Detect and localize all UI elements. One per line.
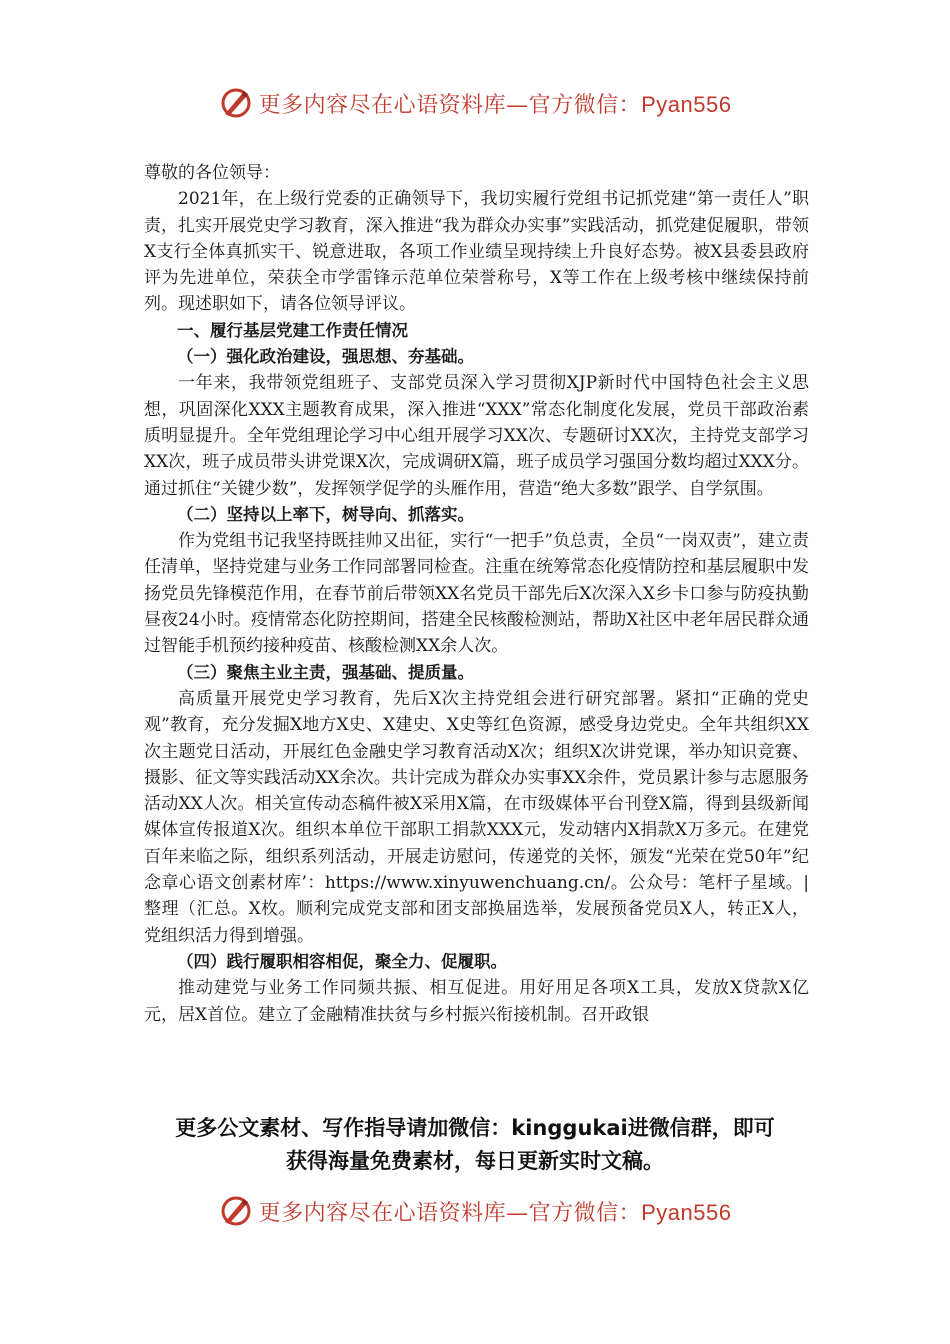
header-banner [0, 78, 950, 128]
section-heading-1: 一、履行基层党建工作责任情况 [177, 320, 408, 340]
promo-line-2: 获得海量免费素材，每日更新实时文稿。 [286, 1149, 664, 1173]
subsection-paragraph-3: 高质量开展党史学习教育，先后X次主持党组会进行研究部署。紧扣“正确的党史观”教育，充分发掘X地方X史、X建史、X史等红色资源，感受身边党史。全年共组织XX次主题党日活动，开展红色金融史学习教育活动X次；组织X次讲党课，举办知识竞赛、摄影、征文等实践活动XX余次。共计完成为群众办实事XX余件，党员累计参与志愿服务活动XX人次。相关宣传动态稿件被X采用X篇，在市级媒体平台刊登X篇，得到县级新闻媒体宣传报道X次。组织本单位干部职工捐款XXX元，发动辖内X捐款X万多元。在建党百年来临之际，组织系列活动，开展走访慰问，传递党的关怀，颁发“光荣在党50年”纪念章心语文创素材库’：https://www.xinyuwenchuang.cn/。公众号：笔杆子星域。|整理（汇总。X枚。顺利完成党支部和团支部换届选举，发展预备党员X人，转正X人，党组织活力得到增强。 [144, 688, 809, 946]
subsection-paragraph-2: 作为党组书记我坚持既挂帅又出征，实行“一把手”负总责，全员“一岗双责”，建立责任清单，坚持党建与业务工作同部署同检查。注重在统筹常态化疫情防控和基层履职中发扬党员先锋模范作用，在春节前后带领XX名党员干部先后X次深入X乡卡口参与防疫执勤昼夜24小时。疫情常态化防控期间，搭建全民核酸检测站，帮助X社区中老年居民群众通过智能手机预约接种疫苗、核酸检测XX余人次。 [144, 531, 809, 657]
salutation: 尊敬的各位领导： [144, 163, 280, 183]
subsection-heading-3: （三）聚焦主业主责，强基础、提质量。 [177, 662, 474, 682]
brush-logo-icon [219, 86, 253, 120]
subsection-heading-2: （二）坚持以上率下，树导向、抓落实。 [177, 504, 474, 524]
promo-line-1: 更多公文素材、写作指导请加微信：kinggukai进微信群，即可 [175, 1116, 775, 1140]
brush-logo-icon [219, 1194, 253, 1228]
subsection-paragraph-1: 一年来，我带领党组班子、支部党员深入学习贯彻XJP新时代中国特色社会主义思想，巩固深化XXX主题教育成果，深入推进“XXX”常态化制度化发展，党员干部政治素质明显提升。全年党组理论学习中心组开展学习XX次、专题研讨XX次，主持党支部学习XX次，班子成员带头讲党课X次，完成调研X篇，班子成员学习强国分数均超过XXX分。通过抓住“关键少数”，发挥领学促学的头雁作用，营造“绝大多数”跟学、自学氛围。 [144, 373, 809, 499]
intro-paragraph: 2021年，在上级行党委的正确领导下，我切实履行党组书记抓党建“第一责任人”职责，扎实开展党史学习教育，深入推进“我为群众办实事”实践活动，抓党建促履职，带领X支行全体真抓实干、锐意进取，各项工作业绩呈现持续上升良好态势。被X县委县政府评为先进单位，荣获全市学雷锋示范单位荣誉称号，X等工作在上级考核中继续保持前列。现述职如下，请各位领导评议。 [144, 189, 809, 315]
header-banner-text: 更多内容尽在心语资料库—官方微信：Pyan556 [258, 91, 732, 118]
footer-banner [0, 1186, 950, 1236]
document-body [144, 160, 809, 1028]
subsection-heading-4: （四）践行履职相容相促，聚全力、促履职。 [177, 951, 507, 971]
subsection-paragraph-4: 推动建党与业务工作同频共振、相互促进。用好用足各项X工具，发放X贷款X亿元，居X首位。建立了金融精准扶贫与乡村振兴衔接机制。召开政银 [144, 978, 809, 1025]
footer-banner-text: 更多内容尽在心语资料库—官方微信：Pyan556 [258, 1199, 732, 1226]
promo-notice [100, 1112, 850, 1178]
subsection-heading-1: （一）强化政治建设，强思想、夯基础。 [177, 347, 474, 367]
